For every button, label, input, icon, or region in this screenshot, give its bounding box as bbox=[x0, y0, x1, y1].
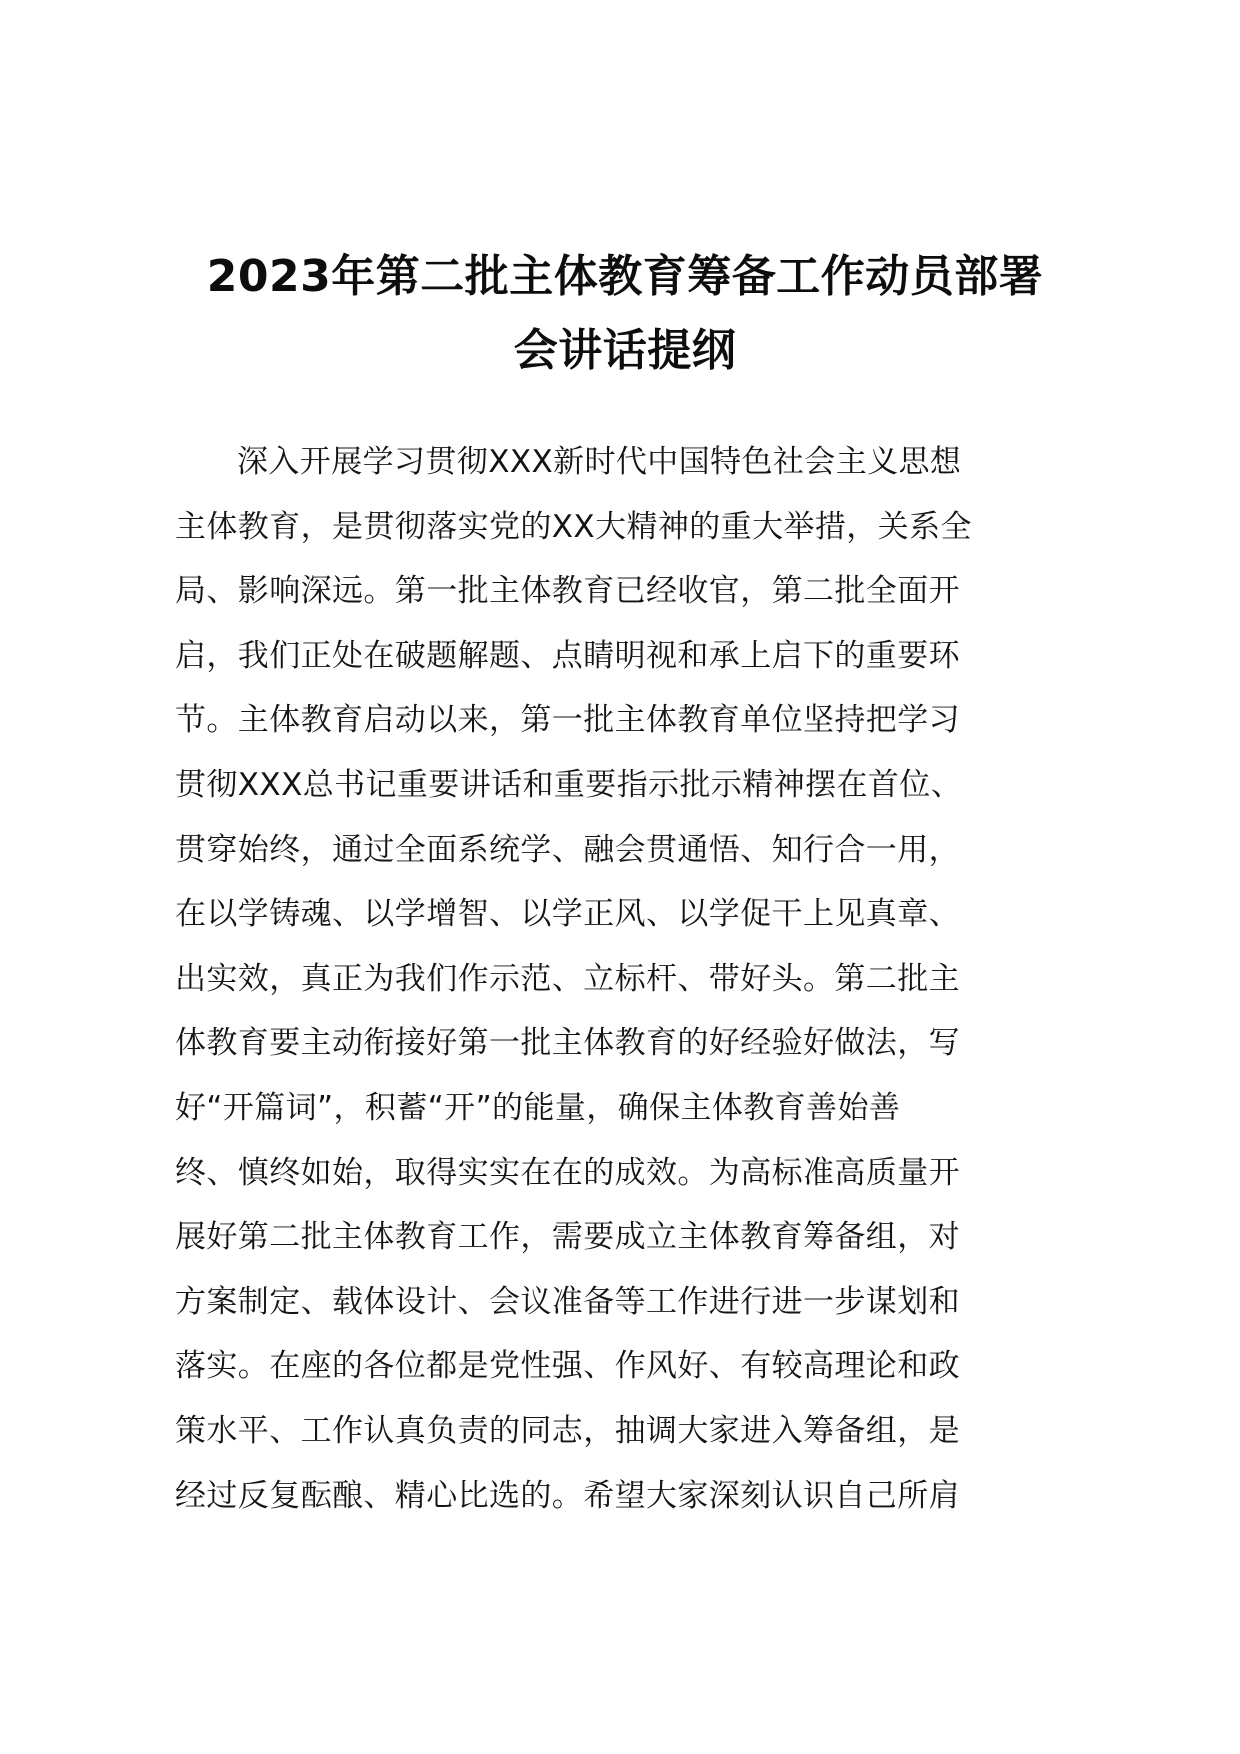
paragraph-line: 落实。在座的各位都是党性强、作风好、有较高理论和政 bbox=[175, 1348, 960, 1385]
paragraph-line: 贯穿始终，通过全面系统学、融会贯通悟、知行合一用， bbox=[175, 831, 960, 868]
paragraph-line: 展好第二批主体教育工作，需要成立主体教育筹备组，对 bbox=[175, 1219, 960, 1256]
paragraph-line: 启，我们正处在破题解题、点睛明视和承上启下的重要环 bbox=[175, 637, 960, 674]
paragraph-line: 在以学铸魂、以学增智、以学正风、以学促干上见真章、 bbox=[175, 896, 960, 933]
paragraph-line: 局、影响深远。第一批主体教育已经收官，第二批全面开 bbox=[175, 573, 960, 610]
paragraph-line: 好“开篇词”，积蓄“开”的能量，确保主体教育善始善 bbox=[175, 1089, 901, 1126]
paragraph-line: 深入开展学习贯彻XXX新时代中国特色社会主义思想 bbox=[237, 444, 962, 480]
paragraph-line: 出实效，真正为我们作示范、立标杆、带好头。第二批主 bbox=[175, 960, 960, 997]
body-paragraph bbox=[175, 430, 1095, 1528]
paragraph-line: 方案制定、载体设计、会议准备等工作进行进一步谋划和 bbox=[175, 1283, 960, 1320]
paragraph-line: 贯彻XXX总书记重要讲话和重要指示批示精神摆在首位、 bbox=[175, 766, 963, 803]
paragraph-line: 节。主体教育启动以来，第一批主体教育单位坚持把学习 bbox=[175, 702, 960, 739]
title-line-1: 2023年第二批主体教育筹备工作动员部署 bbox=[206, 251, 1044, 302]
document-title bbox=[160, 240, 1090, 388]
paragraph-line: 主体教育，是贯彻落实党的XX大精神的重大举措，关系全 bbox=[175, 508, 972, 545]
paragraph-line: 终、慎终如始，取得实实在在的成效。为高标准高质量开 bbox=[175, 1154, 960, 1191]
paragraph-line: 策水平、工作认真负责的同志，抽调大家进入筹备组，是 bbox=[175, 1412, 960, 1449]
paragraph-line: 体教育要主动衔接好第一批主体教育的好经验好做法，写 bbox=[175, 1025, 960, 1062]
paragraph-line: 经过反复酝酿、精心比选的。希望大家深刻认识自己所肩 bbox=[175, 1477, 960, 1514]
title-line-2: 会讲话提纲 bbox=[513, 325, 737, 376]
